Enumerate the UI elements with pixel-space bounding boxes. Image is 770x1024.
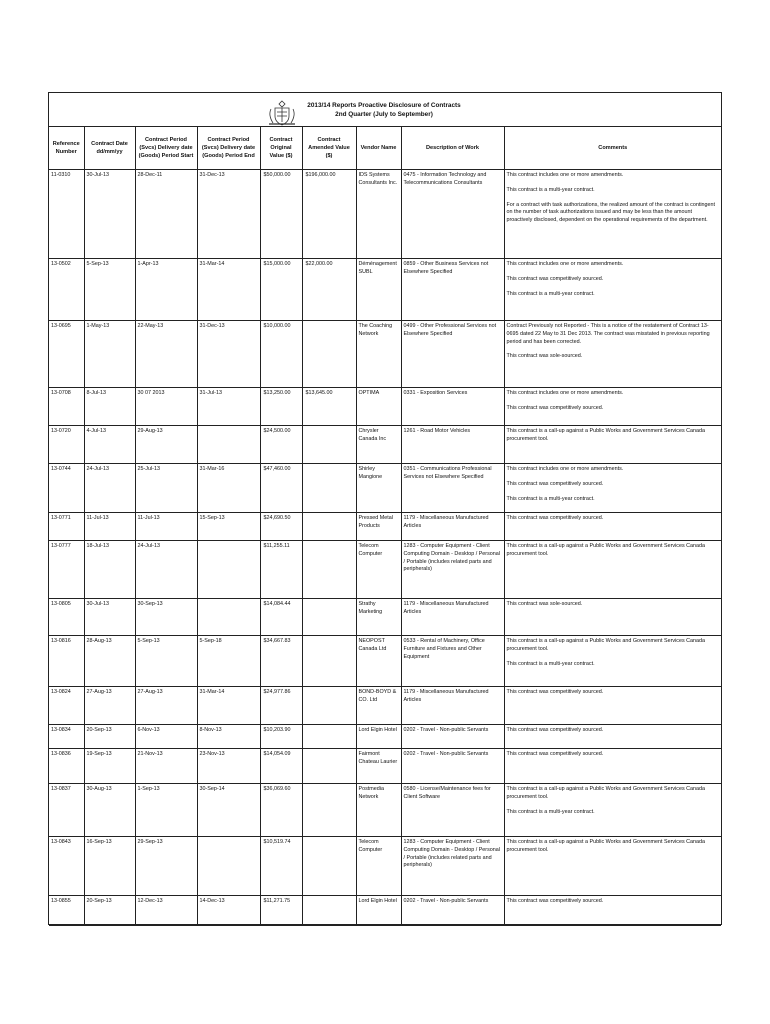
vendor-name-cell: NEOPOST Canada Ltd [356, 636, 401, 687]
original-value-cell: $36,069.60 [260, 784, 302, 837]
description-cell: 0331 - Exposition Services [401, 388, 504, 426]
comment-text: This contract is a multi-year contract. [506, 186, 595, 193]
description-cell: 1261 - Road Motor Vehicles [401, 426, 504, 464]
table-row [49, 599, 721, 636]
reference-number-cell: 13-0777 [49, 541, 84, 599]
comment-text: This contract is a call-up against a Public Works and Government Services Canada procurement tool. [506, 786, 706, 800]
reference-number-cell: 13-0744 [49, 464, 84, 513]
vendor-name-cell: Pressed Metal Products [356, 513, 401, 541]
contract-date-cell: 27-Aug-13 [84, 687, 135, 725]
amended-value-cell: $196,000.00 [302, 170, 356, 259]
comment-text: This contract is a call-up against a Public Works and Government Services Canada procurement tool. [506, 839, 706, 853]
reference-number-cell: 13-0502 [49, 259, 84, 321]
contract-date-cell: 30-Aug-13 [84, 784, 135, 837]
period-start-cell: 1-Apr-13 [135, 259, 197, 321]
table-row [49, 321, 721, 388]
contract-date-cell: 28-Aug-13 [84, 636, 135, 687]
period-start-cell: 12-Dec-13 [135, 896, 197, 926]
period-start-cell: 30 07 2013 [135, 388, 197, 426]
comments-cell [504, 725, 721, 749]
vendor-name-cell: BOND-BOYD & CO. Ltd [356, 687, 401, 725]
reference-number-cell: 13-0824 [49, 687, 84, 725]
period-end-cell [197, 541, 260, 599]
period-end-cell: 8-Nov-13 [197, 725, 260, 749]
comments-cell [504, 837, 721, 896]
description-cell: 0475 - Information Technology and Telecommunications Consultants [401, 170, 504, 259]
period-end-cell: 5-Sep-18 [197, 636, 260, 687]
period-start-cell: 6-Nov-13 [135, 725, 197, 749]
reference-number-cell: 13-0708 [49, 388, 84, 426]
comments-cell [504, 896, 721, 926]
reference-number-cell: 13-0836 [49, 749, 84, 784]
table-row [49, 259, 721, 321]
comments-cell [504, 784, 721, 837]
vendor-name-cell: The Coaching Network [356, 321, 401, 388]
comment-text: This contract is a multi-year contract. [506, 495, 595, 502]
reference-number-cell: 13-0843 [49, 837, 84, 896]
period-start-cell: 21-Nov-13 [135, 749, 197, 784]
contract-date-cell: 20-Sep-13 [84, 896, 135, 926]
original-value-cell: $10,203.90 [260, 725, 302, 749]
amended-value-cell [302, 541, 356, 599]
period-end-cell: 23-Nov-13 [197, 749, 260, 784]
amended-value-cell [302, 725, 356, 749]
report-title-line1: 2013/14 Reports Proactive Disclosure of Contracts [307, 102, 461, 109]
table-row [49, 749, 721, 784]
original-value-cell: $11,271.75 [260, 896, 302, 926]
period-end-cell: 31-Dec-13 [197, 321, 260, 388]
vendor-name-cell: Postmedia Network [356, 784, 401, 837]
column-header: Comments [504, 127, 721, 170]
reference-number-cell: 13-0834 [49, 725, 84, 749]
reference-number-cell: 13-0771 [49, 513, 84, 541]
description-cell: 0202 - Travel - Non-public Servants [401, 896, 504, 926]
comment-text: This contract is a call-up against a Public Works and Government Services Canada procurement tool. [506, 543, 706, 557]
amended-value-cell [302, 837, 356, 896]
comment-text: This contract includes one or more amendments. [506, 466, 624, 472]
comment-text: This contract is a multi-year contract. [506, 660, 595, 667]
column-header: Description of Work [401, 127, 504, 170]
amended-value-cell [302, 321, 356, 388]
original-value-cell: $50,000.00 [260, 170, 302, 259]
vendor-name-cell: Fairmont Chateau Laurier [356, 749, 401, 784]
original-value-cell: $14,084.44 [260, 599, 302, 636]
comment-text: This contract was competitively sourced. [506, 727, 604, 733]
description-cell: 0202 - Travel - Non-public Servants [401, 725, 504, 749]
period-end-cell: 30-Sep-14 [197, 784, 260, 837]
amended-value-cell [302, 599, 356, 636]
column-header: Contract Period (Svcs) Delivery date (Goods) Period Start [135, 127, 197, 170]
comment-text: This contract includes one or more amendments. [506, 261, 624, 267]
column-header: Contract Date dd/mm/yy [84, 127, 135, 170]
contract-date-cell: 5-Sep-13 [84, 259, 135, 321]
period-start-cell: 29-Aug-13 [135, 426, 197, 464]
vendor-name-cell: Lord Elgin Hotel [356, 896, 401, 926]
vendor-name-cell: Déménagement SUBL [356, 259, 401, 321]
comment-text: This contract was competitively sourced. [506, 898, 604, 904]
period-start-cell: 22-May-13 [135, 321, 197, 388]
comments-cell [504, 170, 721, 259]
vendor-name-cell: Lord Elgin Hotel [356, 725, 401, 749]
description-cell: 0499 - Other Professional Services not Elsewhere Specified [401, 321, 504, 388]
comments-cell [504, 599, 721, 636]
table-row [49, 725, 721, 749]
contracts-table-body [49, 170, 721, 926]
comment-text: For a contract with task authorizations, the realized amount of the contract is contingent on the number of task authorizations issued and may be less than the amount proactively disclosed, dependent on the operational requirements of the department. [506, 201, 716, 224]
contract-date-cell: 1-May-13 [84, 321, 135, 388]
amended-value-cell: $13,645.00 [302, 388, 356, 426]
contract-date-cell: 4-Jul-13 [84, 426, 135, 464]
contract-date-cell: 18-Jul-13 [84, 541, 135, 599]
column-header: Vendor Name [356, 127, 401, 170]
reference-number-cell: 13-0695 [49, 321, 84, 388]
original-value-cell: $13,250.00 [260, 388, 302, 426]
description-cell: 0859 - Other Business Services not Elsewhere Specified [401, 259, 504, 321]
description-cell: 0351 - Communications Professional Services not Elsewhere Specified [401, 464, 504, 513]
comments-cell [504, 464, 721, 513]
report-title [299, 101, 469, 119]
comment-text: This contract was competitively sourced. [506, 689, 604, 695]
reference-number-cell: 13-0816 [49, 636, 84, 687]
comments-cell [504, 687, 721, 725]
vendor-name-cell: Chrysler Canada Inc [356, 426, 401, 464]
period-start-cell: 5-Sep-13 [135, 636, 197, 687]
comments-cell [504, 259, 721, 321]
description-cell: 1179 - Miscellaneous Manufactured Articles [401, 513, 504, 541]
contracts-table [49, 126, 721, 926]
table-row [49, 464, 721, 513]
period-start-cell: 28-Dec-11 [135, 170, 197, 259]
comment-text: This contract includes one or more amendments. [506, 390, 624, 396]
reference-number-cell: 13-0805 [49, 599, 84, 636]
comment-text: This contract is a multi-year contract. [506, 808, 595, 815]
comments-cell [504, 541, 721, 599]
comments-cell [504, 388, 721, 426]
contract-date-cell: 16-Sep-13 [84, 837, 135, 896]
period-end-cell: 15-Sep-13 [197, 513, 260, 541]
comment-text: This contract is a call-up against a Public Works and Government Services Canada procurement tool. [506, 428, 706, 442]
period-end-cell: 31-Mar-14 [197, 259, 260, 321]
original-value-cell: $10,000.00 [260, 321, 302, 388]
period-start-cell: 29-Sep-13 [135, 837, 197, 896]
amended-value-cell [302, 749, 356, 784]
report-title-line2: 2nd Quarter (July to September) [335, 111, 433, 118]
amended-value-cell [302, 513, 356, 541]
vendor-name-cell: Telecom Computer [356, 541, 401, 599]
period-end-cell [197, 426, 260, 464]
vendor-name-cell: IDS Systems Consultants Inc. [356, 170, 401, 259]
table-row [49, 636, 721, 687]
table-row [49, 687, 721, 725]
period-end-cell [197, 599, 260, 636]
comment-text: This contract was sole-sourced. [506, 353, 583, 360]
comments-cell [504, 321, 721, 388]
period-end-cell: 31-Jul-13 [197, 388, 260, 426]
table-row [49, 896, 721, 926]
comment-text: This contract was competitively sourced. [506, 751, 604, 757]
amended-value-cell: $22,000.00 [302, 259, 356, 321]
comment-text: This contract was competitively sourced. [506, 515, 604, 521]
description-cell: 0580 - License/Maintenance fees for Client Software [401, 784, 504, 837]
column-header: Contract Original Value ($) [260, 127, 302, 170]
contract-date-cell: 11-Jul-13 [84, 513, 135, 541]
period-start-cell: 30-Sep-13 [135, 599, 197, 636]
description-cell: 1179 - Miscellaneous Manufactured Articles [401, 599, 504, 636]
period-end-cell: 31-Mar-14 [197, 687, 260, 725]
original-value-cell: $10,519.74 [260, 837, 302, 896]
period-start-cell: 11-Jul-13 [135, 513, 197, 541]
comment-text: Contract Previously not Reported - This is a notice of the restatement of Contract 13-0695 dated 22 May to 31 Dec 2013. The contract was misstated in previous reporting period and has been corrected. [506, 323, 710, 345]
amended-value-cell [302, 464, 356, 513]
comments-cell [504, 636, 721, 687]
description-cell: 1179 - Miscellaneous Manufactured Articles [401, 687, 504, 725]
description-cell: 1283 - Computer Equipment - Client Computing Domain - Desktop / Personal / Portable (includes related parts and peripherals) [401, 837, 504, 896]
comment-text: This contract was competitively sourced. [506, 275, 604, 282]
table-row [49, 837, 721, 896]
column-header: Contract Amended Value ($) [302, 127, 356, 170]
vendor-name-cell: Strathy Marketing [356, 599, 401, 636]
amended-value-cell [302, 636, 356, 687]
table-row [49, 388, 721, 426]
original-value-cell: $15,000.00 [260, 259, 302, 321]
table-header-row [49, 127, 721, 170]
description-cell: 0533 - Rental of Machinery, Office Furniture and Fixtures and Other Equipment [401, 636, 504, 687]
coat-of-arms-logo [263, 99, 301, 127]
table-row [49, 541, 721, 599]
period-end-cell: 31-Mar-16 [197, 464, 260, 513]
amended-value-cell [302, 784, 356, 837]
column-header: Contract Period (Svcs) Delivery date (Goods) Period End [197, 127, 260, 170]
reference-number-cell: 11-0310 [49, 170, 84, 259]
contract-date-cell: 30-Jul-13 [84, 170, 135, 259]
original-value-cell: $24,977.86 [260, 687, 302, 725]
period-end-cell: 14-Dec-13 [197, 896, 260, 926]
period-start-cell: 27-Aug-13 [135, 687, 197, 725]
period-start-cell: 24-Jul-13 [135, 541, 197, 599]
description-cell: 0202 - Travel - Non-public Servants [401, 749, 504, 784]
disclosure-page [48, 92, 722, 925]
contract-date-cell: 24-Jul-13 [84, 464, 135, 513]
period-start-cell: 25-Jul-13 [135, 464, 197, 513]
contract-date-cell: 30-Jul-13 [84, 599, 135, 636]
period-end-cell: 31-Dec-13 [197, 170, 260, 259]
comments-cell [504, 513, 721, 541]
amended-value-cell [302, 687, 356, 725]
description-cell: 1283 - Computer Equipment - Client Computing Domain - Desktop / Personal / Portable (includes related parts and peripherals) [401, 541, 504, 599]
table-row [49, 170, 721, 259]
comment-text: This contract was sole-sourced. [506, 601, 583, 607]
comment-text: This contract is a call-up against a Public Works and Government Services Canada procurement tool. [506, 638, 706, 652]
original-value-cell: $14,054.09 [260, 749, 302, 784]
comment-text: This contract is a multi-year contract. [506, 290, 595, 297]
original-value-cell: $24,500.00 [260, 426, 302, 464]
contract-date-cell: 19-Sep-13 [84, 749, 135, 784]
comments-cell [504, 749, 721, 784]
vendor-name-cell: OPTIMA [356, 388, 401, 426]
original-value-cell: $24,690.50 [260, 513, 302, 541]
column-header: Reference Number [49, 127, 84, 170]
original-value-cell: $11,255.11 [260, 541, 302, 599]
reference-number-cell: 13-0855 [49, 896, 84, 926]
reference-number-cell: 13-0720 [49, 426, 84, 464]
contract-date-cell: 8-Jul-13 [84, 388, 135, 426]
comments-cell [504, 426, 721, 464]
comment-text: This contract was competitively sourced. [506, 404, 604, 411]
period-start-cell: 1-Sep-13 [135, 784, 197, 837]
vendor-name-cell: Shirley Mangione [356, 464, 401, 513]
original-value-cell: $47,460.00 [260, 464, 302, 513]
period-end-cell [197, 837, 260, 896]
original-value-cell: $34,667.83 [260, 636, 302, 687]
amended-value-cell [302, 896, 356, 926]
reference-number-cell: 13-0837 [49, 784, 84, 837]
comment-text: This contract was competitively sourced. [506, 480, 604, 487]
amended-value-cell [302, 426, 356, 464]
contract-date-cell: 20-Sep-13 [84, 725, 135, 749]
table-row [49, 426, 721, 464]
comment-text: This contract includes one or more amendments. [506, 172, 624, 178]
vendor-name-cell: Telecom Computer [356, 837, 401, 896]
table-row [49, 784, 721, 837]
table-row [49, 513, 721, 541]
